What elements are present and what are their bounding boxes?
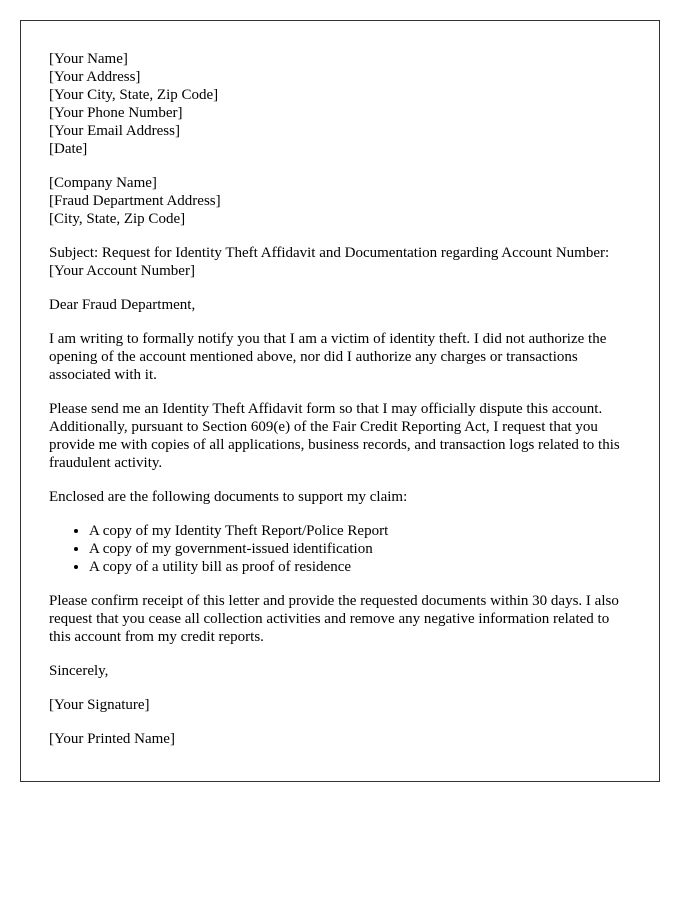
sender-block <box>49 50 631 158</box>
sender-phone: [Your Phone Number] <box>49 105 183 121</box>
recipient-company: [Company Name] <box>49 175 157 191</box>
list-item: • A copy of a utility bill as proof of residence <box>89 558 631 576</box>
request-paragraph: Please send me an Identity Theft Affidavit form so that I may officially dispute this account. Additionally, pursuant to Section 609(e) of the Fair Credit Reporting Act, I request that you provide me with copies of all applications, business records, and transaction logs related to this fraudulent activity. <box>49 401 620 471</box>
intro-paragraph: I am writing to formally notify you that I am a victim of identity theft. I did not authorize the opening of the account mentioned above, nor did I authorize any charges or transactions associated with it. <box>49 331 607 383</box>
printed-name: [Your Printed Name] <box>49 731 175 747</box>
sender-address: [Your Address] <box>49 69 141 85</box>
sender-name: [Your Name] <box>49 51 128 67</box>
closing-request-paragraph: Please confirm receipt of this letter and provide the requested documents within 30 days. I also request that you cease all collection activities and remove any negative information related to this account from my credit reports. <box>49 593 619 645</box>
closing: Sincerely, <box>49 663 109 679</box>
signature: [Your Signature] <box>49 697 150 713</box>
salutation: Dear Fraud Department, <box>49 297 196 313</box>
recipient-city-state-zip: [City, State, Zip Code] <box>49 211 186 227</box>
recipient-block <box>49 174 631 228</box>
recipient-address: [Fraud Department Address] <box>49 193 221 209</box>
letter-date: [Date] <box>49 141 88 157</box>
enclosed-intro: Enclosed are the following documents to support my claim: <box>49 489 408 505</box>
subject-line: Subject: Request for Identity Theft Affidavit and Documentation regarding Account Number: [Your Account Number] <box>49 245 610 279</box>
list-item: • A copy of my Identity Theft Report/Police Report <box>89 522 631 540</box>
enclosures-list <box>49 522 631 576</box>
sender-email: [Your Email Address] <box>49 123 180 139</box>
letter-page <box>20 20 660 782</box>
list-item: • A copy of my government-issued identification <box>89 540 631 558</box>
sender-city-state-zip: [Your City, State, Zip Code] <box>49 87 219 103</box>
